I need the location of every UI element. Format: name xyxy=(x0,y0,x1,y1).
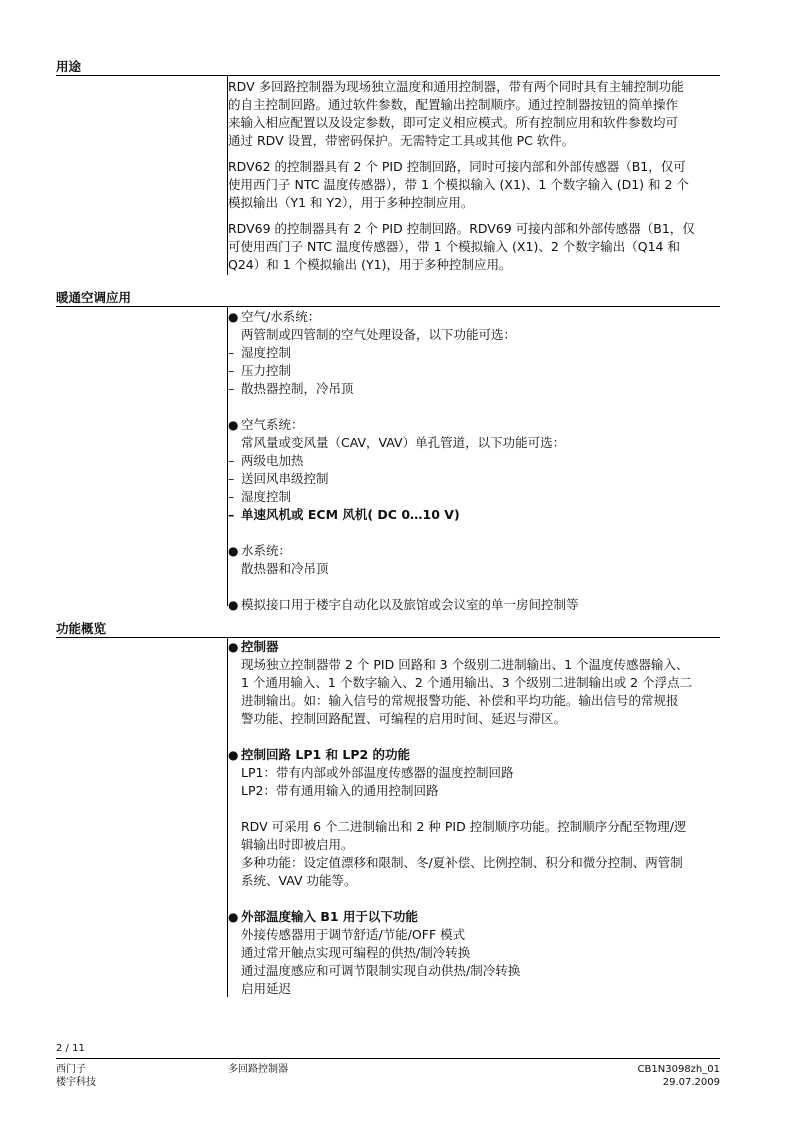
bullet-loops xyxy=(228,746,718,764)
usage-paragraph-2 xyxy=(228,158,718,212)
section-title-hvac: 暖通空调应用 xyxy=(56,290,132,305)
text-line: 辑输出时即被启用。 xyxy=(241,837,354,852)
text-line: 现场独立控制器带 2 个 PID 回路和 3 个级别二进制输出、1 个温度传感器输入、 xyxy=(241,657,689,672)
bullet-controller xyxy=(228,638,718,656)
company-name: 西门子 xyxy=(56,1064,86,1075)
footer-rule xyxy=(56,1058,720,1059)
text-line: Q24）和 1 个模拟输出 (Y1)，用于多种控制应用。 xyxy=(228,257,512,272)
bullet-air-water xyxy=(228,308,718,326)
text-line: RDV62 的控制器具有 2 个 PID 控制回路，同时可接内部和外部传感器（B1，仅可 xyxy=(228,159,686,174)
usage-paragraph-1 xyxy=(228,78,718,150)
text-line: 1 个通用输入、1 个数字输入、2 个通用输出、3 个级别二进制输出或 2 个浮点二 xyxy=(241,675,693,690)
page-number: 2 / 11 xyxy=(56,1043,85,1054)
company-division: 楼宇科技 xyxy=(56,1077,96,1088)
text-line: 通过温度感应和可调节限制实现自动供热/制冷转换 xyxy=(241,963,521,978)
footer-product: 多回路控制器 xyxy=(228,1064,288,1075)
footer-docinfo xyxy=(638,1063,720,1089)
bullet-icon: ● xyxy=(228,418,239,432)
text-line: RDV69 的控制器具有 2 个 PID 控制回路。RDV69 可接内部和外部传感器（B1，仅 xyxy=(228,221,695,236)
text-line: 使用西门子 NTC 温度传感器），带 1 个模拟输入 (X1)、1 个数字输入 (D1) 和 2 个 xyxy=(228,177,689,192)
text-line: RDV 可采用 6 个二进制输出和 2 种 PID 控制顺序功能。控制顺序分配至物理/逻 xyxy=(241,819,687,834)
dash-item: – 湿度控制 xyxy=(228,489,292,504)
dash-item: – 散热器控制，冷吊顶 xyxy=(228,381,354,396)
bullet-head: 控制回路 LP1 和 LP2 的功能 xyxy=(241,747,411,762)
usage-paragraph-3 xyxy=(228,220,718,274)
text-line: 系统、VAV 功能等。 xyxy=(241,873,357,888)
bullet-head: 空气/水系统： xyxy=(241,309,321,324)
bullet-desc: 两管制或四管制的空气处理设备，以下功能可选： xyxy=(241,327,517,342)
section-title-overview: 功能概览 xyxy=(56,621,107,636)
bullet-head: 空气系统： xyxy=(241,417,304,432)
document-number: CB1N3098zh_01 xyxy=(637,1064,720,1075)
bullet-icon: ● xyxy=(228,544,239,558)
section-title-usage: 用途 xyxy=(56,59,82,74)
text-line: 模拟输出（Y1 和 Y2），用于多种控制应用。 xyxy=(228,195,474,210)
dash-item: – 湿度控制 xyxy=(228,345,292,360)
bullet-head: 水系统： xyxy=(241,543,292,558)
dash-item: – 送回风串级控制 xyxy=(228,471,329,486)
text-line: 启用延迟 xyxy=(241,981,292,996)
text-line: 的自主控制回路。通过软件参数，配置输出控制顺序。通过控制器按钮的简单操作 xyxy=(228,97,679,112)
bullet-desc: 常风量或变风量（CAV，VAV）单孔管道，以下功能可选： xyxy=(241,435,566,450)
text-line: 警功能、控制回路配置、可编程的启用时间、延迟与滞区。 xyxy=(241,711,567,726)
bullet-desc: 散热器和冷吊顶 xyxy=(241,561,329,576)
document-date: 29.07.2009 xyxy=(662,1077,720,1088)
overview-text-block xyxy=(228,638,718,998)
text-line: 可使用西门子 NTC 温度传感器），带 1 个模拟输入 (X1)、2 个数字输出（Q14 和 xyxy=(228,239,680,254)
dash-item-bold: – 单速风机或 ECM 风机( DC 0…10 V) xyxy=(228,507,460,522)
text-line: LP1：带有内部或外部温度传感器的温度控制回路 xyxy=(241,765,514,780)
bullet-sensor xyxy=(228,908,718,926)
usage-text-block xyxy=(228,78,718,274)
section-rule-hvac xyxy=(56,306,720,307)
bullet-air xyxy=(228,416,718,434)
bullet-head: 控制器 xyxy=(241,639,279,654)
text-line: 进制输出。如：输入信号的常规报警功能、补偿和平均功能。输出信号的常规报 xyxy=(241,693,679,708)
bullet-water xyxy=(228,542,718,560)
text-line: 来输入相应配置以及设定参数，即可定义相应模式。所有控制应用和软件参数均可 xyxy=(228,115,679,130)
footer-company xyxy=(56,1063,96,1089)
dash-item: – 两级电加热 xyxy=(228,453,304,468)
text-line: 通过常开触点实现可编程的供热/制冷转换 xyxy=(241,945,471,960)
dash-item: – 压力控制 xyxy=(228,363,292,378)
bullet-icon: ● xyxy=(228,640,239,654)
bullet-head: 模拟接口用于楼宇自动化以及旅馆或会议室的单一房间控制等 xyxy=(241,597,579,612)
text-line: 外接传感器用于调节舒适/节能/OFF 模式 xyxy=(241,927,466,942)
text-line: 多种功能：设定值漂移和限制、冬/夏补偿、比例控制、积分和微分控制、两管制 xyxy=(241,855,683,870)
hvac-text-block xyxy=(228,308,718,614)
bullet-icon: ● xyxy=(228,598,239,612)
text-line: 通过 RDV 设置，带密码保护。无需特定工具或其他 PC 软件。 xyxy=(228,133,575,148)
bullet-icon: ● xyxy=(228,910,239,924)
section-rule-usage xyxy=(56,75,720,76)
text-line: RDV 多回路控制器为现场独立温度和通用控制器，带有两个同时具有主辅控制功能 xyxy=(228,79,684,94)
bullet-analog xyxy=(228,596,718,614)
text-line: LP2：带有通用输入的通用控制回路 xyxy=(241,783,439,798)
bullet-icon: ● xyxy=(228,748,239,762)
bullet-head: 外部温度输入 B1 用于以下功能 xyxy=(241,909,418,924)
bullet-icon: ● xyxy=(228,310,239,324)
